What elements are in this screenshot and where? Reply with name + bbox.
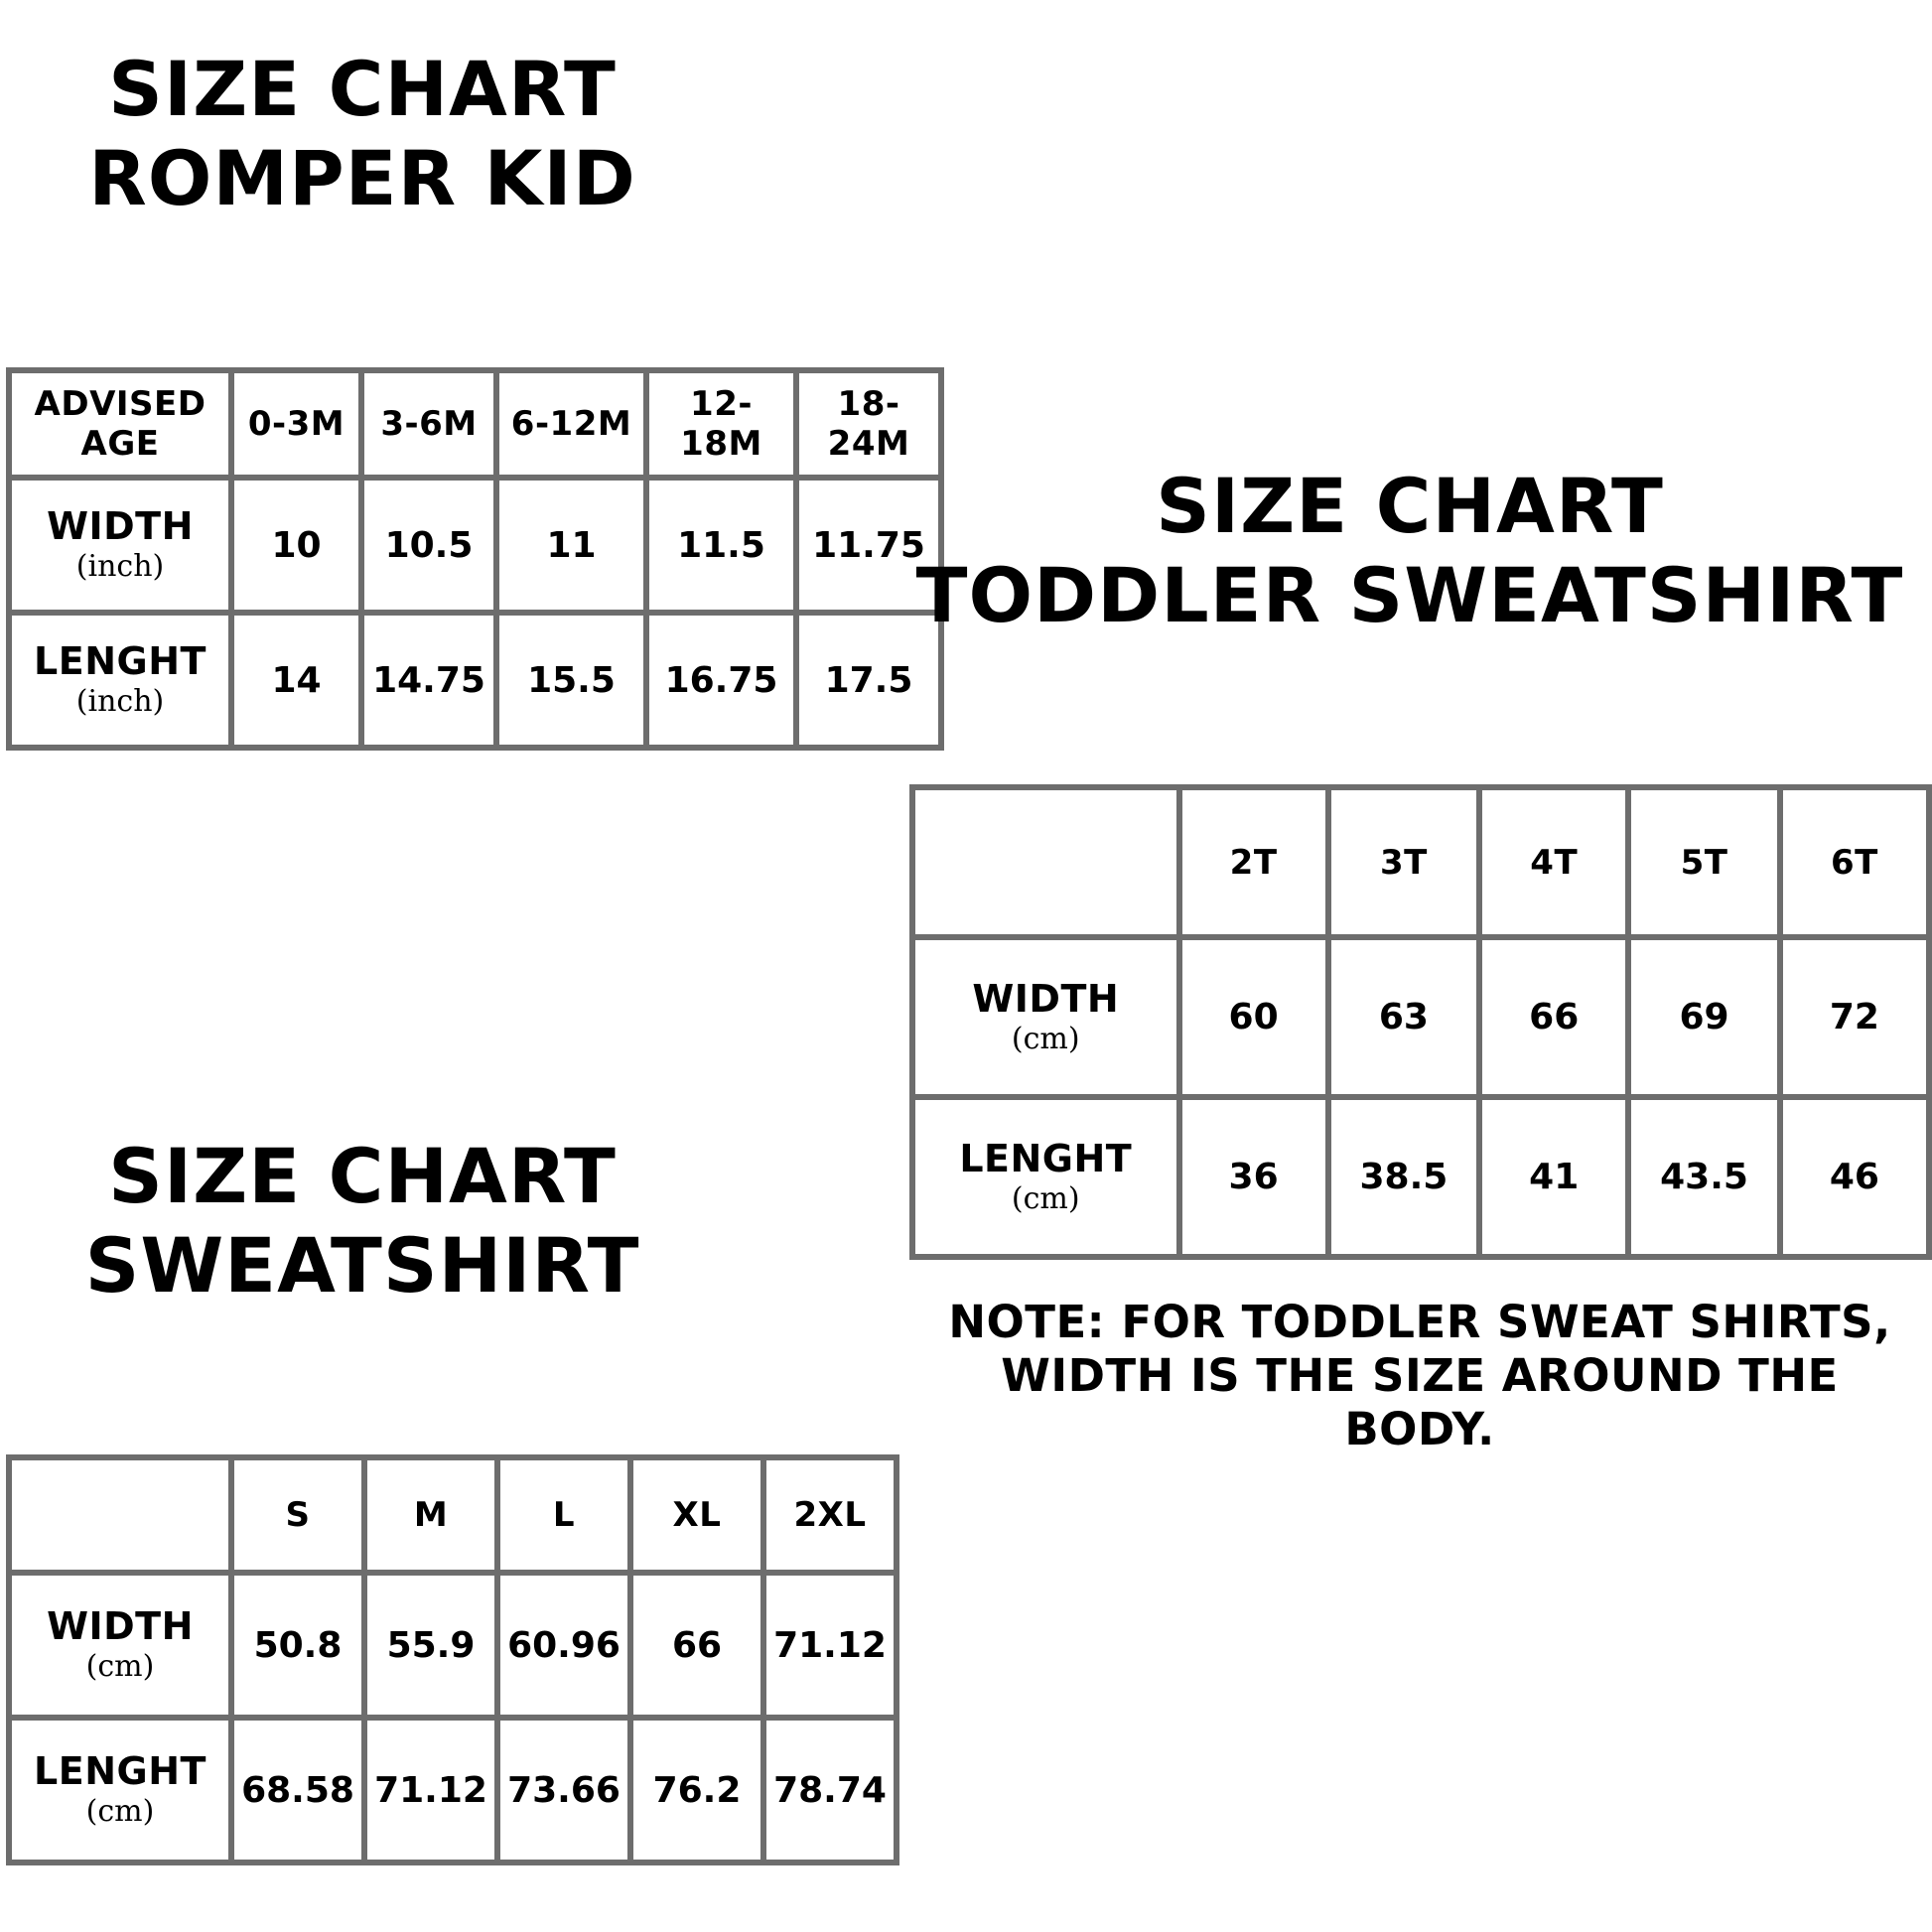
- toddler-width-3t: 63: [1328, 937, 1479, 1097]
- sweatshirt-row-unit-lenght: (cm): [85, 1794, 155, 1830]
- romper-header-size-2: 3-6M: [361, 370, 496, 478]
- toddler-width-5t: 69: [1628, 937, 1779, 1097]
- romper-header-size-4: 12-18M: [646, 370, 796, 478]
- toddler-header-3t: 3T: [1328, 787, 1479, 937]
- romper-title-line-1: SIZE CHART: [108, 45, 617, 133]
- sweatshirt-lenght-l: 73.66: [497, 1718, 630, 1863]
- table-row: [9, 370, 941, 478]
- romper-lenght-12-18m: 16.75: [646, 613, 796, 748]
- romper-header-advised-age: ADVISED AGE: [9, 370, 231, 478]
- romper-header-size-3: 6-12M: [496, 370, 646, 478]
- sweatshirt-title-line-1: SIZE CHART: [108, 1132, 617, 1220]
- toddler-size-table: [909, 784, 1932, 1260]
- toddler-row-label-width-text: WIDTH: [972, 976, 1120, 1021]
- sweatshirt-title-line-2: SWEATSHIRT: [84, 1220, 640, 1310]
- toddler-header-blank: [912, 787, 1179, 937]
- table-row: [912, 787, 1929, 937]
- table-row: [912, 937, 1929, 1097]
- toddler-row-label-lenght: [912, 1097, 1179, 1257]
- romper-lenght-0-3m: 14: [231, 613, 361, 748]
- sweatshirt-header-2xl: 2XL: [763, 1457, 897, 1573]
- toddler-header-2t: 2T: [1179, 787, 1328, 937]
- romper-width-12-18m: 11.5: [646, 478, 796, 613]
- romper-row-label-width: [9, 478, 231, 613]
- sweatshirt-lenght-s: 68.58: [231, 1718, 364, 1863]
- romper-title-line-2: ROMPER KID: [88, 133, 636, 222]
- sweatshirt-lenght-2xl: 78.74: [763, 1718, 897, 1863]
- toddler-header-6t: 6T: [1780, 787, 1929, 937]
- romper-lenght-18-24m: 17.5: [796, 613, 941, 748]
- toddler-width-2t: 60: [1179, 937, 1328, 1097]
- toddler-lenght-3t: 38.5: [1328, 1097, 1479, 1257]
- sweatshirt-row-label-width-text: WIDTH: [47, 1604, 194, 1649]
- toddler-width-6t: 72: [1780, 937, 1929, 1097]
- romper-chart-title: [0, 45, 725, 222]
- toddler-row-label-width: [912, 937, 1179, 1097]
- toddler-width-4t: 66: [1479, 937, 1628, 1097]
- sweatshirt-lenght-m: 71.12: [364, 1718, 497, 1863]
- toddler-title-line-1: SIZE CHART: [1156, 462, 1664, 550]
- romper-size-table: [6, 367, 944, 751]
- table-row: [9, 1718, 897, 1863]
- romper-header-size-5: 18-24M: [796, 370, 941, 478]
- sweatshirt-header-s: S: [231, 1457, 364, 1573]
- toddler-row-unit-width: (cm): [1011, 1021, 1080, 1056]
- romper-row-label-lenght: [9, 613, 231, 748]
- toddler-row-label-lenght-text: LENGHT: [959, 1136, 1133, 1180]
- romper-row-unit-width: (inch): [75, 549, 165, 585]
- table-row: [9, 1457, 897, 1573]
- table-row: [912, 1097, 1929, 1257]
- romper-lenght-6-12m: 15.5: [496, 613, 646, 748]
- sweatshirt-chart-title: [0, 1132, 725, 1310]
- toddler-header-4t: 4T: [1479, 787, 1628, 937]
- romper-header-size-1: 0-3M: [231, 370, 361, 478]
- table-row: [9, 613, 941, 748]
- sweatshirt-header-l: L: [497, 1457, 630, 1573]
- romper-width-0-3m: 10: [231, 478, 361, 613]
- toddler-lenght-5t: 43.5: [1628, 1097, 1779, 1257]
- table-row: [9, 1573, 897, 1718]
- sweatshirt-width-2xl: 71.12: [763, 1573, 897, 1718]
- toddler-lenght-4t: 41: [1479, 1097, 1628, 1257]
- sweatshirt-width-l: 60.96: [497, 1573, 630, 1718]
- table-row: [9, 478, 941, 613]
- sweatshirt-width-xl: 66: [630, 1573, 763, 1718]
- toddler-note: [923, 1296, 1916, 1456]
- romper-width-18-24m: 11.75: [796, 478, 941, 613]
- sweatshirt-row-unit-width: (cm): [85, 1649, 155, 1685]
- sweatshirt-header-blank: [9, 1457, 231, 1573]
- toddler-title-line-2: TODDLER SWEATSHIRT: [915, 550, 1904, 639]
- romper-width-6-12m: 11: [496, 478, 646, 613]
- toddler-lenght-2t: 36: [1179, 1097, 1328, 1257]
- romper-row-label-width-text: WIDTH: [47, 504, 194, 549]
- sweatshirt-width-s: 50.8: [231, 1573, 364, 1718]
- toddler-note-line-2: WIDTH IS THE SIZE AROUND THE BODY.: [1001, 1349, 1839, 1455]
- sweatshirt-lenght-xl: 76.2: [630, 1718, 763, 1863]
- romper-row-label-lenght-text: LENGHT: [34, 639, 207, 684]
- toddler-note-line-1: NOTE: FOR TODDLER SWEAT SHIRTS,: [948, 1296, 1891, 1348]
- romper-lenght-3-6m: 14.75: [361, 613, 496, 748]
- sweatshirt-row-label-lenght-text: LENGHT: [34, 1749, 207, 1794]
- sweatshirt-row-label-width: [9, 1573, 231, 1718]
- toddler-row-unit-lenght: (cm): [1011, 1180, 1080, 1216]
- sweatshirt-header-m: M: [364, 1457, 497, 1573]
- toddler-lenght-6t: 46: [1780, 1097, 1929, 1257]
- toddler-chart-title: [894, 462, 1926, 639]
- romper-width-3-6m: 10.5: [361, 478, 496, 613]
- sweatshirt-width-m: 55.9: [364, 1573, 497, 1718]
- toddler-header-5t: 5T: [1628, 787, 1779, 937]
- sweatshirt-header-xl: XL: [630, 1457, 763, 1573]
- sweatshirt-row-label-lenght: [9, 1718, 231, 1863]
- romper-row-unit-lenght: (inch): [75, 684, 165, 720]
- sweatshirt-size-table: [6, 1454, 899, 1865]
